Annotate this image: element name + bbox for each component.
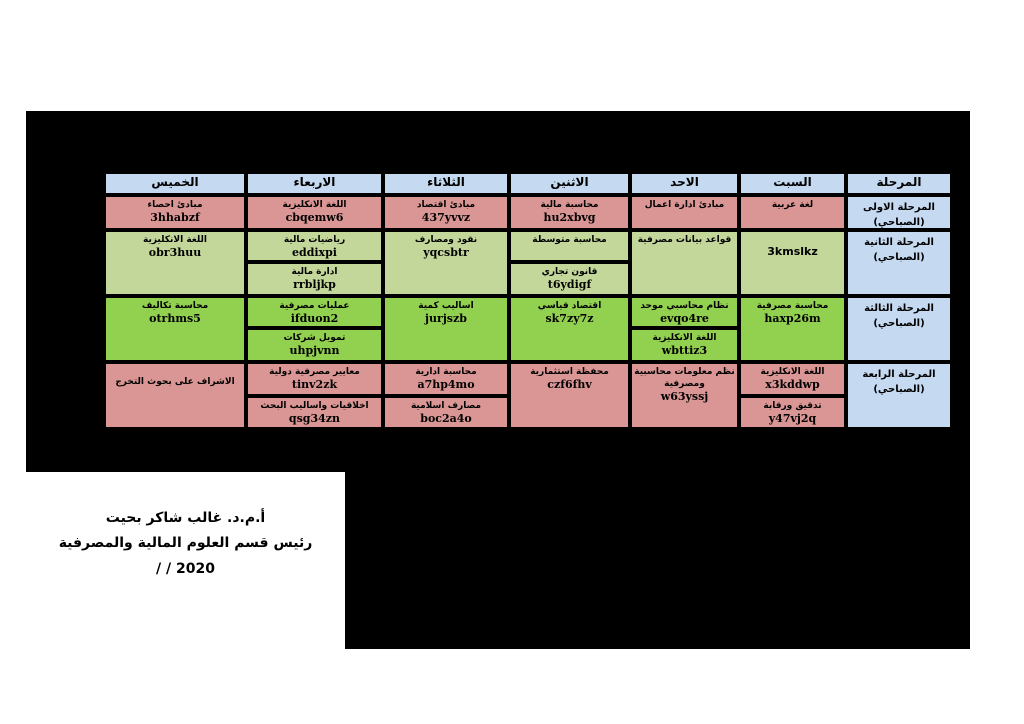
subject-name: اللغة الانكليزية <box>652 333 717 343</box>
subject-name: ادارة مالية <box>291 267 338 277</box>
subject-name: محاسبة متوسطة <box>532 235 607 245</box>
cell-r1-saturday <box>741 197 844 228</box>
cell-r1-tuesday <box>385 197 507 228</box>
subject-name: الاشراف على بحوث التخرج <box>115 377 235 387</box>
header-saturday <box>741 174 844 193</box>
cell-r4-monday <box>511 364 628 427</box>
class-code: yqcsbtr <box>423 246 469 259</box>
subject-name: نظم معلومات محاسبية ومصرفية <box>634 367 735 389</box>
subject-name: مبادئ اقتصاد <box>416 200 476 210</box>
cell-r1-sunday <box>632 197 737 228</box>
cell-r4-sunday <box>632 364 737 427</box>
header-sunday-label: الاحد <box>670 175 699 189</box>
class-code: haxp26m <box>764 312 821 325</box>
header-tuesday-label: الثلاثاء <box>427 175 465 189</box>
subject-name: تدقيق ورقابة <box>763 401 822 411</box>
header-thursday-label: الخميس <box>151 175 199 189</box>
header-monday-label: الاثنين <box>550 175 589 189</box>
cell-r3-wednesday-a <box>248 298 381 326</box>
stage-4 <box>848 364 950 427</box>
subject-name: اللغة الانكليزية <box>760 367 825 377</box>
cell-r4-thursday <box>106 364 244 427</box>
subject-name: مبادئ احصاء <box>147 200 203 210</box>
header-sunday <box>632 174 737 193</box>
cell-r2-monday-b <box>511 264 628 294</box>
header-stage-label: المرحلة <box>876 175 922 189</box>
subject-name: محاسبة تكاليف <box>141 301 209 311</box>
header-wednesday <box>248 174 381 193</box>
subject-name: قانون تجاري <box>541 267 598 277</box>
class-code: cbqemw6 <box>285 211 344 224</box>
cell-r4-tuesday-b <box>385 398 507 427</box>
cell-r3-thursday <box>106 298 244 360</box>
stage-4-shift: (الصباحي) <box>873 384 925 395</box>
cell-r3-sunday-a <box>632 298 737 326</box>
stage-2-name: المرحلة الثانية <box>864 237 934 248</box>
cell-r1-wednesday <box>248 197 381 228</box>
subject-name: اساليب كمية <box>418 301 474 311</box>
cell-r2-thursday <box>106 232 244 294</box>
signature-block <box>26 472 345 649</box>
cell-r4-tuesday-a <box>385 364 507 394</box>
class-code: a7hp4mo <box>417 378 475 391</box>
subject-name: اخلاقيات واساليب البحث <box>260 401 369 411</box>
cell-r4-saturday-b <box>741 398 844 427</box>
class-code: y47vj2q <box>768 412 817 425</box>
subject-name: تمويل شركات <box>283 333 346 343</box>
class-code: qsg34zn <box>288 412 341 425</box>
stage-3-name: المرحلة الثالثة <box>864 303 934 314</box>
class-code: eddixpi <box>292 246 337 259</box>
stage-4-name: المرحلة الرابعة <box>862 369 936 380</box>
subject-name: مصارف اسلامية <box>410 401 482 411</box>
stage-3-shift: (الصباحي) <box>873 318 925 329</box>
cell-r2-sunday <box>632 232 737 294</box>
class-code: jurjszb <box>425 312 467 325</box>
signer-title: رئيس قسم العلوم المالية والمصرفية <box>58 535 313 551</box>
class-code: czf6fhv <box>547 378 592 391</box>
class-code: wbttiz3 <box>661 344 708 357</box>
subject-name: اللغة الانكليزية <box>282 200 347 210</box>
header-saturday-label: السبت <box>773 175 812 189</box>
subject-name: محاسبة مالية <box>540 200 599 210</box>
subject-name: نظام محاسبي موحد <box>640 301 729 311</box>
subject-name: اللغة الانكليزية <box>143 235 207 245</box>
cell-r4-saturday-a <box>741 364 844 394</box>
subject-name: عمليات مصرفية <box>279 301 350 311</box>
class-code: 3kmslkz <box>767 245 818 258</box>
cell-r2-tuesday <box>385 232 507 294</box>
class-code: 3hhabzf <box>150 211 200 224</box>
cell-r1-monday <box>511 197 628 228</box>
signer-name: أ.م.د. غالب شاكر بحيت <box>105 510 266 526</box>
cell-r2-monday-a <box>511 232 628 260</box>
class-code: uhpjvnn <box>289 344 340 357</box>
cell-r1-thursday <box>106 197 244 228</box>
class-code: 437yvvz <box>421 211 471 224</box>
cell-r3-wednesday-b <box>248 330 381 360</box>
stage-2-shift: (الصباحي) <box>873 252 925 263</box>
stage-1-shift: (الصباحي) <box>873 217 925 228</box>
class-code: otrhms5 <box>149 312 201 325</box>
subject-name: محاسبة مصرفية <box>756 301 829 311</box>
cell-r3-sunday-b <box>632 330 737 360</box>
class-code: tinv2zk <box>291 378 338 391</box>
stage-1-name: المرحلة الاولى <box>863 202 935 213</box>
subject-name: قواعد بيانات مصرفية <box>637 235 732 245</box>
class-code: t6ydigf <box>547 278 592 291</box>
subject-name: لغة عربية <box>771 200 814 210</box>
header-wednesday-label: الاربعاء <box>293 175 336 189</box>
signature-date: / / 2020 <box>156 561 215 577</box>
cell-r3-monday <box>511 298 628 360</box>
header-tuesday <box>385 174 507 193</box>
stage-1 <box>848 197 950 228</box>
subject-name: مبادئ ادارة اعمال <box>644 200 725 210</box>
subject-name: معايير مصرفية دولية <box>269 367 360 377</box>
class-code: boc2a4o <box>420 412 472 425</box>
subject-name: اقتصاد قياسي <box>537 301 602 311</box>
subject-name: محاسبة ادارية <box>415 367 477 377</box>
header-thursday <box>106 174 244 193</box>
header-monday <box>511 174 628 193</box>
class-code: sk7zy7z <box>545 312 594 325</box>
class-code: x3kddwp <box>765 378 820 391</box>
subject-name: نقود ومصارف <box>414 235 478 245</box>
class-code: obr3huu <box>148 246 202 259</box>
cell-r3-tuesday <box>385 298 507 360</box>
subject-name: رياضيات مالية <box>283 235 346 245</box>
cell-r2-wednesday-a <box>248 232 381 260</box>
stage-3 <box>848 298 950 360</box>
cell-r4-wednesday-b <box>248 398 381 427</box>
header-stage <box>848 174 950 193</box>
cell-r2-saturday <box>741 232 844 294</box>
class-code: evqo4re <box>660 312 709 325</box>
class-code: w63yssj <box>660 390 709 403</box>
stage-2 <box>848 232 950 294</box>
cell-r2-wednesday-b <box>248 264 381 294</box>
class-code: hu2xbvg <box>543 211 596 224</box>
class-code: ifduon2 <box>290 312 339 325</box>
cell-r3-saturday <box>741 298 844 360</box>
cell-r4-wednesday-a <box>248 364 381 394</box>
subject-name: محفظة استثمارية <box>530 367 609 377</box>
class-code: rrbljkp <box>293 278 336 291</box>
subject-name <box>741 259 844 261</box>
